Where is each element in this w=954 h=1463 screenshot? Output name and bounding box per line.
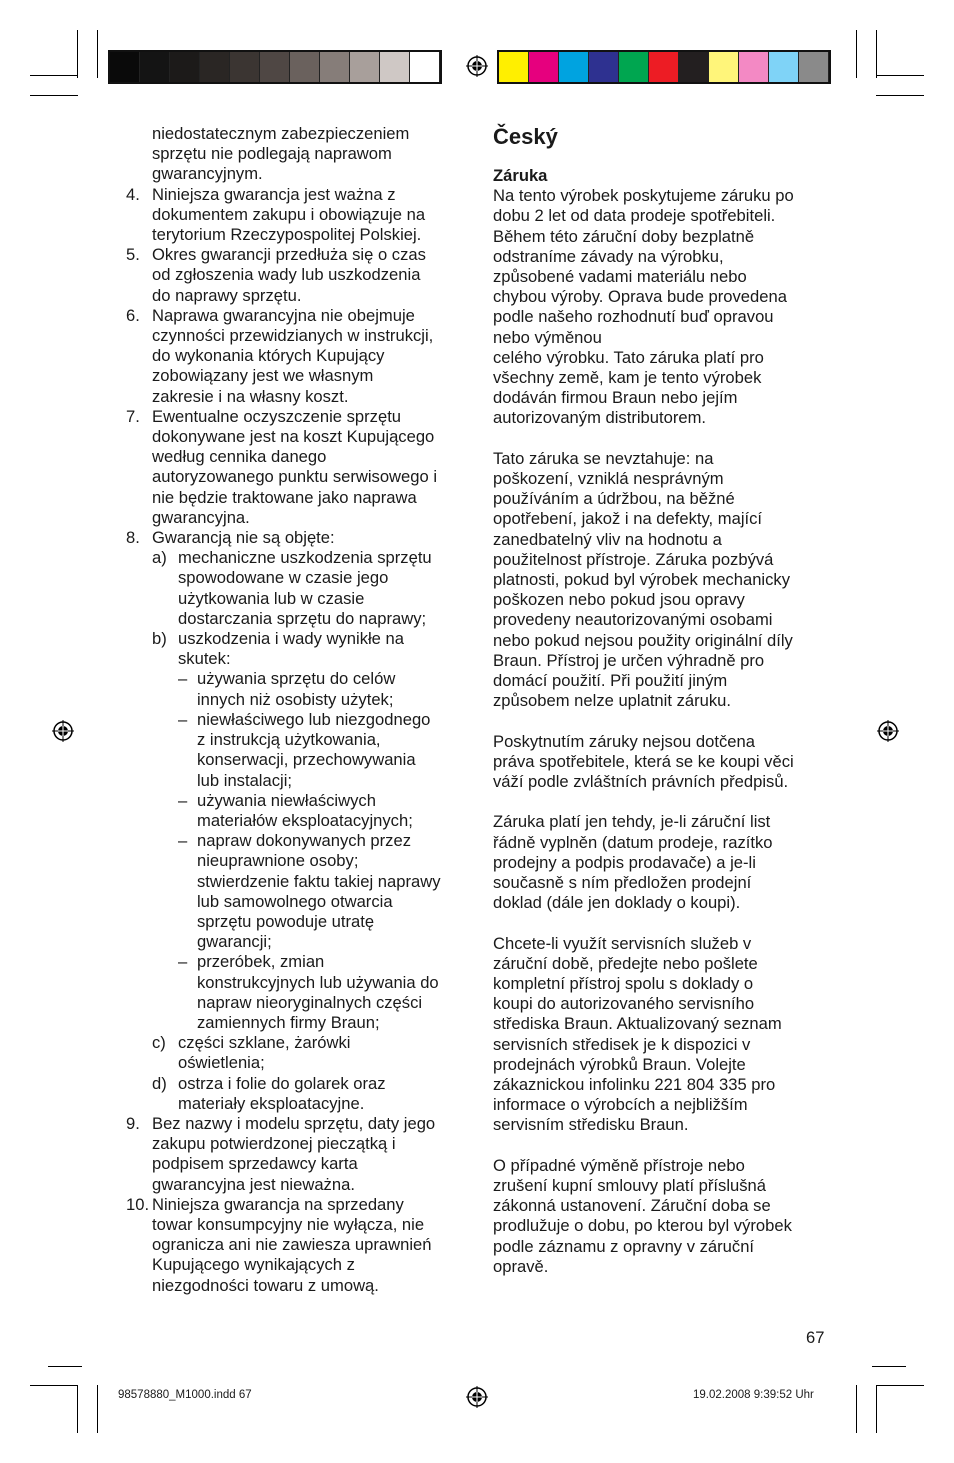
list-marker: –	[178, 709, 188, 729]
color-swatch	[499, 52, 529, 82]
list-marker: –	[178, 790, 188, 810]
color-swatch	[649, 52, 679, 82]
registration-mark-icon	[877, 720, 899, 742]
color-swatch	[709, 52, 739, 82]
list-item-text: używania sprzętu do celów innych niż osobisty użytek;	[197, 669, 396, 709]
slug-timestamp: 19.02.2008 9:39:52 Uhr	[693, 1389, 814, 1401]
list-marker: –	[178, 831, 188, 851]
crop-mark	[77, 1385, 78, 1433]
color-swatch	[589, 52, 619, 82]
numbered-item	[126, 528, 466, 548]
numbered-item	[126, 245, 466, 306]
list-item-text: Niniejsza gwarancja jest ważna z dokumentem zakupu i obowiązuje na terytorium Rzeczypospolitej Polskiej.	[152, 184, 426, 245]
list-marker: 7.	[126, 406, 140, 426]
crop-mark	[30, 95, 78, 96]
continued-text: niedostatecznym zabezpieczeniem sprzętu nie podlegają naprawom gwarancyjnym.	[152, 124, 410, 184]
section-heading: Český	[493, 124, 558, 149]
gray-swatch	[260, 52, 290, 82]
lettered-item	[126, 1033, 466, 1073]
crop-mark	[876, 30, 877, 78]
list-item-text: mechaniczne uszkodzenia sprzętu spowodowane w czasie jego użytkowania lub w czasie dostarczania sprzętu do naprawy;	[178, 548, 432, 628]
list-item-text: Bez nazwy i modelu sprzętu, daty jego zakupu potwierdzonej pieczątką i podpisem sprzedawcy karta gwarancyjna jest nieważna.	[152, 1113, 436, 1194]
czech-warranty-column	[493, 124, 833, 1277]
color-swatch	[619, 52, 649, 82]
paragraph-gap	[493, 429, 833, 449]
gray-swatch	[200, 52, 230, 82]
crop-mark	[872, 1366, 906, 1367]
color-control-strip	[497, 50, 831, 84]
grayscale-control-strip	[108, 50, 442, 84]
list-item-text: używania niewłaściwych materiałów eksploatacyjnych;	[197, 790, 413, 830]
dash-item	[126, 952, 466, 1033]
color-swatch	[799, 52, 829, 82]
list-marker: 9.	[126, 1113, 140, 1133]
color-swatch	[529, 52, 559, 82]
list-item-text: przeróbek, zmian konstrukcyjnych lub używania do napraw nieoryginalnych części zamiennych firmy Braun;	[197, 952, 439, 1032]
crop-mark	[97, 1385, 98, 1433]
list-item-text: Ewentualne oczyszczenie sprzętu dokonywane jest na koszt Kupującego według cennika danego autoryzowanego punktu serwisowego i nie będzie traktowane jako naprawa gwarancyjna.	[152, 406, 438, 527]
list-item-text: napraw dokonywanych przez nieuprawnione osoby; stwierdzenie faktu takiej naprawy lub samowolnego otwarcia sprzętu powoduje utratę gwarancji;	[197, 831, 441, 952]
crop-mark	[856, 30, 857, 78]
paragraph: O případné výměně přístroje nebo zrušení kupní smlouvy platí příslušná zákonná ustanovení. Záruční doba se prodlužuje o dobu, po kterou byl výrobek podle záznamu z opravny v záruční opravě.	[493, 1155, 792, 1276]
dash-item	[126, 710, 466, 791]
numbered-item	[126, 1114, 466, 1195]
registration-mark-icon	[466, 55, 488, 77]
list-item-text: Gwarancją nie są objęte:	[152, 528, 335, 548]
gray-swatch	[350, 52, 380, 82]
gray-swatch	[110, 52, 140, 82]
crop-mark	[30, 1385, 78, 1386]
registration-mark-icon	[466, 1386, 488, 1408]
list-item-text: Okres gwarancji przedłuża się o czas od zgłoszenia wady lub uszkodzenia do naprawy sprzętu.	[152, 245, 426, 305]
crop-mark	[876, 1385, 924, 1386]
list-marker: a)	[152, 548, 167, 568]
dash-item	[126, 669, 466, 709]
gray-swatch	[140, 52, 170, 82]
lettered-item	[126, 629, 466, 669]
page-number: 67	[806, 1328, 825, 1347]
numbered-item	[126, 1195, 466, 1296]
paragraph-gap	[493, 792, 833, 812]
list-marker: 8.	[126, 528, 140, 548]
crop-mark	[876, 75, 924, 76]
list-item-text: części szklane, żarówki oświetlenia;	[178, 1033, 351, 1073]
gray-swatch	[380, 52, 410, 82]
lettered-item	[126, 548, 466, 629]
paragraph-gap	[493, 1136, 833, 1156]
list-item-text: Naprawa gwarancyjna nie obejmuje czynności przewidzianych w instrukcji, do wykonania których Kupujący zobowiązany jest we własnym zakresie i na własny koszt.	[152, 305, 434, 406]
color-swatch	[559, 52, 589, 82]
list-marker: 5.	[126, 245, 140, 265]
gray-swatch	[170, 52, 200, 82]
list-marker: –	[178, 952, 188, 972]
crop-mark	[876, 95, 924, 96]
list-marker: 6.	[126, 305, 140, 325]
numbered-item	[126, 185, 466, 246]
list-marker: d)	[152, 1073, 167, 1093]
paragraph: Na tento výrobek poskytujeme záruku po dobu 2 let od data prodeje spotřebiteli. Během této záruční doby bezplatně odstraníme závady na výrobku, způsobené vadami materiálu nebo chybou výroby. Oprava bude provedena podle našeho rozhodnutí buď opravou nebo výměnou celého výrobku. Tato záruka platí pro všechny země, kam je tento výrobek dodáván firmou Braun nebo jejím autorizovaným distributorem.	[493, 186, 794, 428]
crop-mark	[876, 1385, 877, 1433]
list-item-text: niewłaściwego lub niezgodnego z instrukcją użytkowania, konserwacji, przechowywania lub instalacji;	[197, 709, 431, 790]
list-marker: 4.	[126, 184, 140, 204]
color-swatch	[679, 52, 709, 82]
list-marker: b)	[152, 629, 167, 649]
paragraph: Chcete-li využít servisních služeb v záruční době, předejte nebo pošlete kompletní přístroj spolu s doklady o koupi do autorizovaného servisního střediska Braun. Aktualizovaný seznam servisních středisek je k dispozici v prodejnách výrobků Braun. Volejte zákaznickou infolinku 221 804 335 pro informace o výrobcích a nejbližším servisním středisku Braun.	[493, 933, 782, 1135]
paragraph: Tato záruka se nevztahuje: na poškození, vzniklá nesprávným používáním a údržbou, na běžné opotřebení, jakož i na defekty, mající zanedbatelný vliv na hodnotu a použitelnost přístroje. Záruka pozbývá platnosti, pokud byl výrobek mechanicky poškozen nebo pokud jsou opravy provedeny neautorizovanými osobami nebo pokud nejsou použity originální díly Braun. Přístroj je určen výhradně pro domácí použití. Při použití jiným způsobem nelze uplatnit záruku.	[493, 448, 793, 711]
list-marker: 10.	[126, 1194, 150, 1214]
gray-swatch	[290, 52, 320, 82]
list-marker: –	[178, 669, 188, 689]
registration-mark-icon	[52, 720, 74, 742]
crop-mark	[48, 1366, 82, 1367]
list-item-text: uszkodzenia i wady wynikłe na skutek:	[178, 629, 404, 669]
numbered-item	[126, 407, 466, 528]
dash-item	[126, 791, 466, 831]
gray-swatch	[320, 52, 350, 82]
paragraph-gap	[493, 711, 833, 731]
subheading: Záruka	[493, 166, 548, 185]
warranty-paragraphs	[493, 186, 833, 1277]
paragraph: Poskytnutím záruky nejsou dotčena práva spotřebitele, která se ke koupi věci váží podle zvláštních právních předpisů.	[493, 731, 794, 792]
list-marker: c)	[152, 1033, 166, 1053]
paragraph-gap	[493, 913, 833, 933]
crop-mark	[30, 75, 78, 76]
color-swatch	[769, 52, 799, 82]
numbered-item	[126, 306, 466, 407]
color-swatch	[739, 52, 769, 82]
gray-swatch	[230, 52, 260, 82]
paragraph: Záruka platí jen tehdy, je-li záruční list řádně vyplněn (datum prodeje, razítko prodejny a podpis prodavače) a je-li současně s ním předložen prodejní doklad (dále jen doklady o koupi).	[493, 812, 773, 913]
gray-swatch	[410, 52, 440, 82]
list-item-text: ostrza i folie do golarek oraz materiały eksploatacyjne.	[178, 1073, 386, 1113]
crop-mark	[77, 30, 78, 78]
lettered-item	[126, 1074, 466, 1114]
crop-mark	[856, 1385, 857, 1433]
slug-filename: 98578880_M1000.indd 67	[118, 1389, 252, 1401]
dash-item	[126, 831, 466, 952]
polish-warranty-column	[126, 124, 466, 1296]
list-item-text: Niniejsza gwarancja na sprzedany towar konsumpcyjny nie wyłącza, nie ogranicza ani nie zawiesza uprawnień Kupującego wynikających z niezgodności towaru z umową.	[152, 1194, 432, 1295]
crop-mark	[97, 30, 98, 78]
